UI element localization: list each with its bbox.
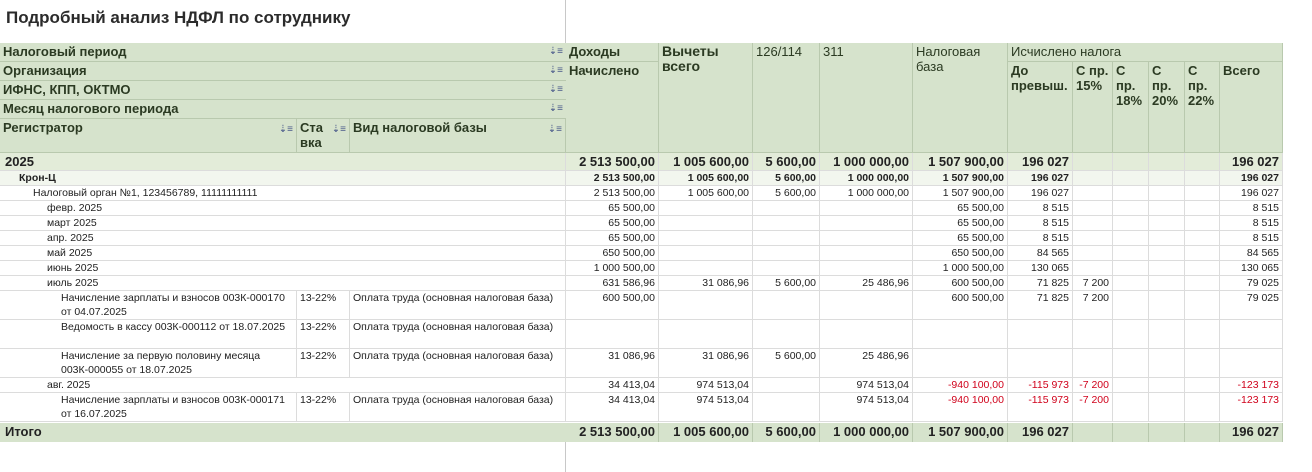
cell-income: 65 500,00 bbox=[566, 231, 659, 246]
registrar-cell[interactable]: Начисление зарплаты и взносов 003К-000171 от 16.07.2025 bbox=[0, 393, 297, 422]
col-p18[interactable]: С пр. 18% bbox=[1113, 62, 1149, 153]
cell-d126: 5 600,00 bbox=[753, 171, 820, 186]
cell-base bbox=[913, 349, 1008, 378]
cell-d126: 5 600,00 bbox=[753, 349, 820, 378]
cell-p22 bbox=[1185, 231, 1220, 246]
cell-excess bbox=[1008, 320, 1073, 349]
base-type-cell: Оплата труда (основная налоговая база) bbox=[350, 393, 566, 422]
col-registrar[interactable]: Регистратор ⇣≡ bbox=[0, 119, 297, 153]
cell-total: -123 173 bbox=[1220, 378, 1283, 393]
registrar-cell[interactable]: Начисление зарплаты и взносов 003К-000170 от 04.07.2025 bbox=[0, 291, 297, 320]
cell-base: 65 500,00 bbox=[913, 231, 1008, 246]
cell-p15 bbox=[1073, 246, 1113, 261]
sort-icon[interactable]: ⇣≡ bbox=[548, 84, 563, 95]
col-p22[interactable]: С пр. 22% bbox=[1185, 62, 1220, 153]
cell-ded: 1 005 600,00 bbox=[659, 186, 753, 201]
cell-base bbox=[913, 320, 1008, 349]
cell-base: -940 100,00 bbox=[913, 378, 1008, 393]
cell-income: 34 413,04 bbox=[566, 378, 659, 393]
cell-p20 bbox=[1149, 216, 1185, 231]
cell-p22 bbox=[1185, 291, 1220, 320]
base-type-cell: Оплата труда (основная налоговая база) bbox=[350, 320, 566, 349]
group-label[interactable]: авг. 2025 bbox=[0, 378, 566, 393]
group-label[interactable]: март 2025 bbox=[0, 216, 566, 231]
cell-p15 bbox=[1073, 153, 1113, 171]
footer-p22 bbox=[1185, 423, 1220, 442]
cell-p15 bbox=[1073, 171, 1113, 186]
cell-d311 bbox=[820, 246, 913, 261]
footer-p20 bbox=[1149, 423, 1185, 442]
cell-p18 bbox=[1113, 378, 1149, 393]
group-header-3[interactable]: Месяц налогового периода ⇣≡ bbox=[0, 100, 566, 119]
rate-cell: 13-22% bbox=[297, 393, 350, 422]
cell-income: 600 500,00 bbox=[566, 291, 659, 320]
col-income-group[interactable]: Доходы bbox=[566, 43, 659, 62]
cell-ded bbox=[659, 216, 753, 231]
cell-p22 bbox=[1185, 276, 1220, 291]
cell-p15 bbox=[1073, 320, 1113, 349]
cell-p20 bbox=[1149, 231, 1185, 246]
cell-d311: 25 486,96 bbox=[820, 349, 913, 378]
cell-d311 bbox=[820, 320, 913, 349]
cell-d126 bbox=[753, 231, 820, 246]
cell-excess: 8 515 bbox=[1008, 231, 1073, 246]
rate-cell: 13-22% bbox=[297, 349, 350, 378]
cell-p15 bbox=[1073, 261, 1113, 276]
cell-excess: 130 065 bbox=[1008, 261, 1073, 276]
cell-ded bbox=[659, 246, 753, 261]
cell-total bbox=[1220, 349, 1283, 378]
cell-d126 bbox=[753, 261, 820, 276]
cell-income: 2 513 500,00 bbox=[566, 186, 659, 201]
cell-p22 bbox=[1185, 201, 1220, 216]
cell-base: -940 100,00 bbox=[913, 393, 1008, 422]
footer-label: Итого bbox=[5, 424, 42, 439]
cell-excess: 196 027 bbox=[1008, 171, 1073, 186]
group-header-1[interactable]: Организация ⇣≡ bbox=[0, 62, 566, 81]
cell-excess: 8 515 bbox=[1008, 216, 1073, 231]
cell-p20 bbox=[1149, 186, 1185, 201]
cell-ded bbox=[659, 291, 753, 320]
cell-d126 bbox=[753, 378, 820, 393]
sort-icon[interactable]: ⇣≡ bbox=[331, 124, 346, 135]
cell-d126: 5 600,00 bbox=[753, 186, 820, 201]
cell-p22 bbox=[1185, 246, 1220, 261]
divider bbox=[565, 0, 566, 44]
divider bbox=[565, 442, 566, 472]
cell-p20 bbox=[1149, 171, 1185, 186]
cell-excess: -115 973 bbox=[1008, 378, 1073, 393]
cell-excess: 196 027 bbox=[1008, 186, 1073, 201]
page-title: Подробный анализ НДФЛ по сотруднику bbox=[6, 8, 351, 27]
cell-total: 79 025 bbox=[1220, 276, 1283, 291]
cell-income: 31 086,96 bbox=[566, 349, 659, 378]
cell-p20 bbox=[1149, 378, 1185, 393]
col-deductions[interactable]: Вычеты всего bbox=[659, 43, 753, 153]
cell-total: 130 065 bbox=[1220, 261, 1283, 276]
cell-excess: -115 973 bbox=[1008, 393, 1073, 422]
cell-ded: 31 086,96 bbox=[659, 349, 753, 378]
sort-icon[interactable]: ⇣≡ bbox=[548, 65, 563, 76]
col-rate[interactable]: Ста вка ⇣≡ bbox=[297, 119, 350, 153]
cell-p20 bbox=[1149, 320, 1185, 349]
cell-p18 bbox=[1113, 276, 1149, 291]
cell-d126 bbox=[753, 291, 820, 320]
cell-d311 bbox=[820, 291, 913, 320]
col-to-excess[interactable]: До превыш. bbox=[1008, 62, 1073, 153]
cell-total: -123 173 bbox=[1220, 393, 1283, 422]
registrar-cell[interactable]: Начисление за первую половину месяца 003К-000055 от 18.07.2025 bbox=[0, 349, 297, 378]
cell-p15: 7 200 bbox=[1073, 291, 1113, 320]
group-label[interactable]: апр. 2025 bbox=[0, 231, 566, 246]
cell-ded: 31 086,96 bbox=[659, 276, 753, 291]
cell-income: 631 586,96 bbox=[566, 276, 659, 291]
group-header-2[interactable]: ИФНС, КПП, ОКТМО ⇣≡ bbox=[0, 81, 566, 100]
footer-income: 2 513 500,00 bbox=[566, 423, 659, 442]
cell-p15: -7 200 bbox=[1073, 378, 1113, 393]
cell-p20 bbox=[1149, 349, 1185, 378]
cell-ded: 974 513,04 bbox=[659, 393, 753, 422]
cell-p20 bbox=[1149, 261, 1185, 276]
cell-d126 bbox=[753, 393, 820, 422]
group-label[interactable]: 2025 bbox=[0, 153, 566, 171]
cell-ded: 974 513,04 bbox=[659, 378, 753, 393]
cell-p15 bbox=[1073, 201, 1113, 216]
cell-base: 600 500,00 bbox=[913, 276, 1008, 291]
cell-p18 bbox=[1113, 291, 1149, 320]
footer-excess: 196 027 bbox=[1008, 423, 1073, 442]
cell-p18 bbox=[1113, 201, 1149, 216]
cell-d126: 5 600,00 bbox=[753, 276, 820, 291]
cell-d126: 5 600,00 bbox=[753, 153, 820, 171]
footer-total: 196 027 bbox=[1220, 423, 1283, 442]
cell-base: 650 500,00 bbox=[913, 246, 1008, 261]
cell-p22 bbox=[1185, 393, 1220, 422]
cell-d311: 974 513,04 bbox=[820, 393, 913, 422]
rate-cell: 13-22% bbox=[297, 320, 350, 349]
col-tax-base[interactable]: Налоговая база bbox=[913, 43, 1008, 153]
footer-d126: 5 600,00 bbox=[753, 423, 820, 442]
footer-p15 bbox=[1073, 423, 1113, 442]
group-label[interactable]: июнь 2025 bbox=[0, 261, 566, 276]
cell-ded: 1 005 600,00 bbox=[659, 153, 753, 171]
cell-total: 196 027 bbox=[1220, 171, 1283, 186]
cell-p18 bbox=[1113, 171, 1149, 186]
cell-p22 bbox=[1185, 216, 1220, 231]
cell-total: 8 515 bbox=[1220, 216, 1283, 231]
cell-base: 1 507 900,00 bbox=[913, 186, 1008, 201]
cell-p22 bbox=[1185, 378, 1220, 393]
cell-p22 bbox=[1185, 320, 1220, 349]
col-p15[interactable]: С пр. 15% bbox=[1073, 62, 1113, 153]
cell-d311: 974 513,04 bbox=[820, 378, 913, 393]
cell-d126 bbox=[753, 201, 820, 216]
cell-base: 1 000 500,00 bbox=[913, 261, 1008, 276]
cell-p15: 7 200 bbox=[1073, 276, 1113, 291]
cell-p20 bbox=[1149, 246, 1185, 261]
col-total[interactable]: Всего bbox=[1220, 62, 1283, 153]
cell-ded bbox=[659, 201, 753, 216]
cell-income: 34 413,04 bbox=[566, 393, 659, 422]
cell-ded: 1 005 600,00 bbox=[659, 171, 753, 186]
cell-d311 bbox=[820, 216, 913, 231]
cell-p15: -7 200 bbox=[1073, 393, 1113, 422]
col-tax-calc-group[interactable]: Исчислено налога bbox=[1008, 43, 1283, 62]
cell-p22 bbox=[1185, 261, 1220, 276]
cell-d311 bbox=[820, 201, 913, 216]
cell-p20 bbox=[1149, 201, 1185, 216]
cell-p22 bbox=[1185, 186, 1220, 201]
cell-income bbox=[566, 320, 659, 349]
cell-p18 bbox=[1113, 393, 1149, 422]
base-type-cell: Оплата труда (основная налоговая база) bbox=[350, 291, 566, 320]
sort-icon[interactable]: ⇣≡ bbox=[548, 46, 563, 57]
cell-d126 bbox=[753, 246, 820, 261]
cell-p22 bbox=[1185, 153, 1220, 171]
footer-base: 1 507 900,00 bbox=[913, 423, 1008, 442]
col-p20[interactable]: С пр. 20% bbox=[1149, 62, 1185, 153]
cell-d311: 1 000 000,00 bbox=[820, 171, 913, 186]
cell-p22 bbox=[1185, 171, 1220, 186]
cell-total bbox=[1220, 320, 1283, 349]
cell-income: 2 513 500,00 bbox=[566, 171, 659, 186]
rate-cell: 13-22% bbox=[297, 291, 350, 320]
col-base-type[interactable]: Вид налоговой базы ⇣≡ bbox=[350, 119, 566, 153]
cell-d311 bbox=[820, 261, 913, 276]
registrar-cell[interactable]: Ведомость в кассу 003К-000112 от 18.07.2025 bbox=[0, 320, 297, 349]
cell-excess: 71 825 bbox=[1008, 276, 1073, 291]
cell-d311 bbox=[820, 231, 913, 246]
cell-p18 bbox=[1113, 349, 1149, 378]
cell-p22 bbox=[1185, 349, 1220, 378]
sort-icon[interactable]: ⇣≡ bbox=[548, 103, 563, 114]
cell-excess bbox=[1008, 349, 1073, 378]
cell-p15 bbox=[1073, 186, 1113, 201]
cell-total: 196 027 bbox=[1220, 186, 1283, 201]
cell-p20 bbox=[1149, 291, 1185, 320]
group-label[interactable]: июль 2025 bbox=[0, 276, 566, 291]
cell-p18 bbox=[1113, 261, 1149, 276]
group-label[interactable]: май 2025 bbox=[0, 246, 566, 261]
cell-d311: 25 486,96 bbox=[820, 276, 913, 291]
cell-total: 8 515 bbox=[1220, 231, 1283, 246]
cell-p18 bbox=[1113, 320, 1149, 349]
cell-base: 1 507 900,00 bbox=[913, 171, 1008, 186]
cell-p15 bbox=[1073, 216, 1113, 231]
cell-p20 bbox=[1149, 153, 1185, 171]
cell-p15 bbox=[1073, 231, 1113, 246]
group-header-0[interactable]: Налоговый период ⇣≡ bbox=[0, 43, 566, 62]
sort-icon[interactable]: ⇣≡ bbox=[547, 124, 562, 135]
footer-ded: 1 005 600,00 bbox=[659, 423, 753, 442]
cell-base: 1 507 900,00 bbox=[913, 153, 1008, 171]
cell-income: 650 500,00 bbox=[566, 246, 659, 261]
cell-total: 84 565 bbox=[1220, 246, 1283, 261]
cell-p18 bbox=[1113, 216, 1149, 231]
cell-ded bbox=[659, 320, 753, 349]
cell-p18 bbox=[1113, 246, 1149, 261]
group-label[interactable]: Крон-Ц bbox=[0, 171, 566, 186]
cell-income: 1 000 500,00 bbox=[566, 261, 659, 276]
cell-ded bbox=[659, 261, 753, 276]
cell-p18 bbox=[1113, 186, 1149, 201]
cell-d126 bbox=[753, 216, 820, 231]
cell-excess: 84 565 bbox=[1008, 246, 1073, 261]
cell-excess: 196 027 bbox=[1008, 153, 1073, 171]
cell-base: 65 500,00 bbox=[913, 216, 1008, 231]
col-311[interactable]: 311 bbox=[820, 43, 913, 153]
col-income[interactable]: Начислено bbox=[566, 62, 659, 153]
cell-income: 65 500,00 bbox=[566, 216, 659, 231]
base-type-cell: Оплата труда (основная налоговая база) bbox=[350, 349, 566, 378]
cell-p18 bbox=[1113, 153, 1149, 171]
col-126-114[interactable]: 126/114 bbox=[753, 43, 820, 153]
cell-p15 bbox=[1073, 349, 1113, 378]
cell-d311: 1 000 000,00 bbox=[820, 153, 913, 171]
cell-base: 600 500,00 bbox=[913, 291, 1008, 320]
cell-total: 196 027 bbox=[1220, 153, 1283, 171]
cell-excess: 8 515 bbox=[1008, 201, 1073, 216]
cell-p18 bbox=[1113, 231, 1149, 246]
sort-icon[interactable]: ⇣≡ bbox=[278, 124, 293, 135]
cell-p20 bbox=[1149, 276, 1185, 291]
cell-base: 65 500,00 bbox=[913, 201, 1008, 216]
cell-total: 79 025 bbox=[1220, 291, 1283, 320]
cell-income: 65 500,00 bbox=[566, 201, 659, 216]
group-label[interactable]: февр. 2025 bbox=[0, 201, 566, 216]
cell-d311: 1 000 000,00 bbox=[820, 186, 913, 201]
footer-d311: 1 000 000,00 bbox=[820, 423, 913, 442]
cell-d126 bbox=[753, 320, 820, 349]
group-label[interactable]: Налоговый орган №1, 123456789, 11111111111 bbox=[0, 186, 566, 201]
cell-p20 bbox=[1149, 393, 1185, 422]
cell-excess: 71 825 bbox=[1008, 291, 1073, 320]
footer-p18 bbox=[1113, 423, 1149, 442]
cell-total: 8 515 bbox=[1220, 201, 1283, 216]
cell-ded bbox=[659, 231, 753, 246]
cell-income: 2 513 500,00 bbox=[566, 153, 659, 171]
